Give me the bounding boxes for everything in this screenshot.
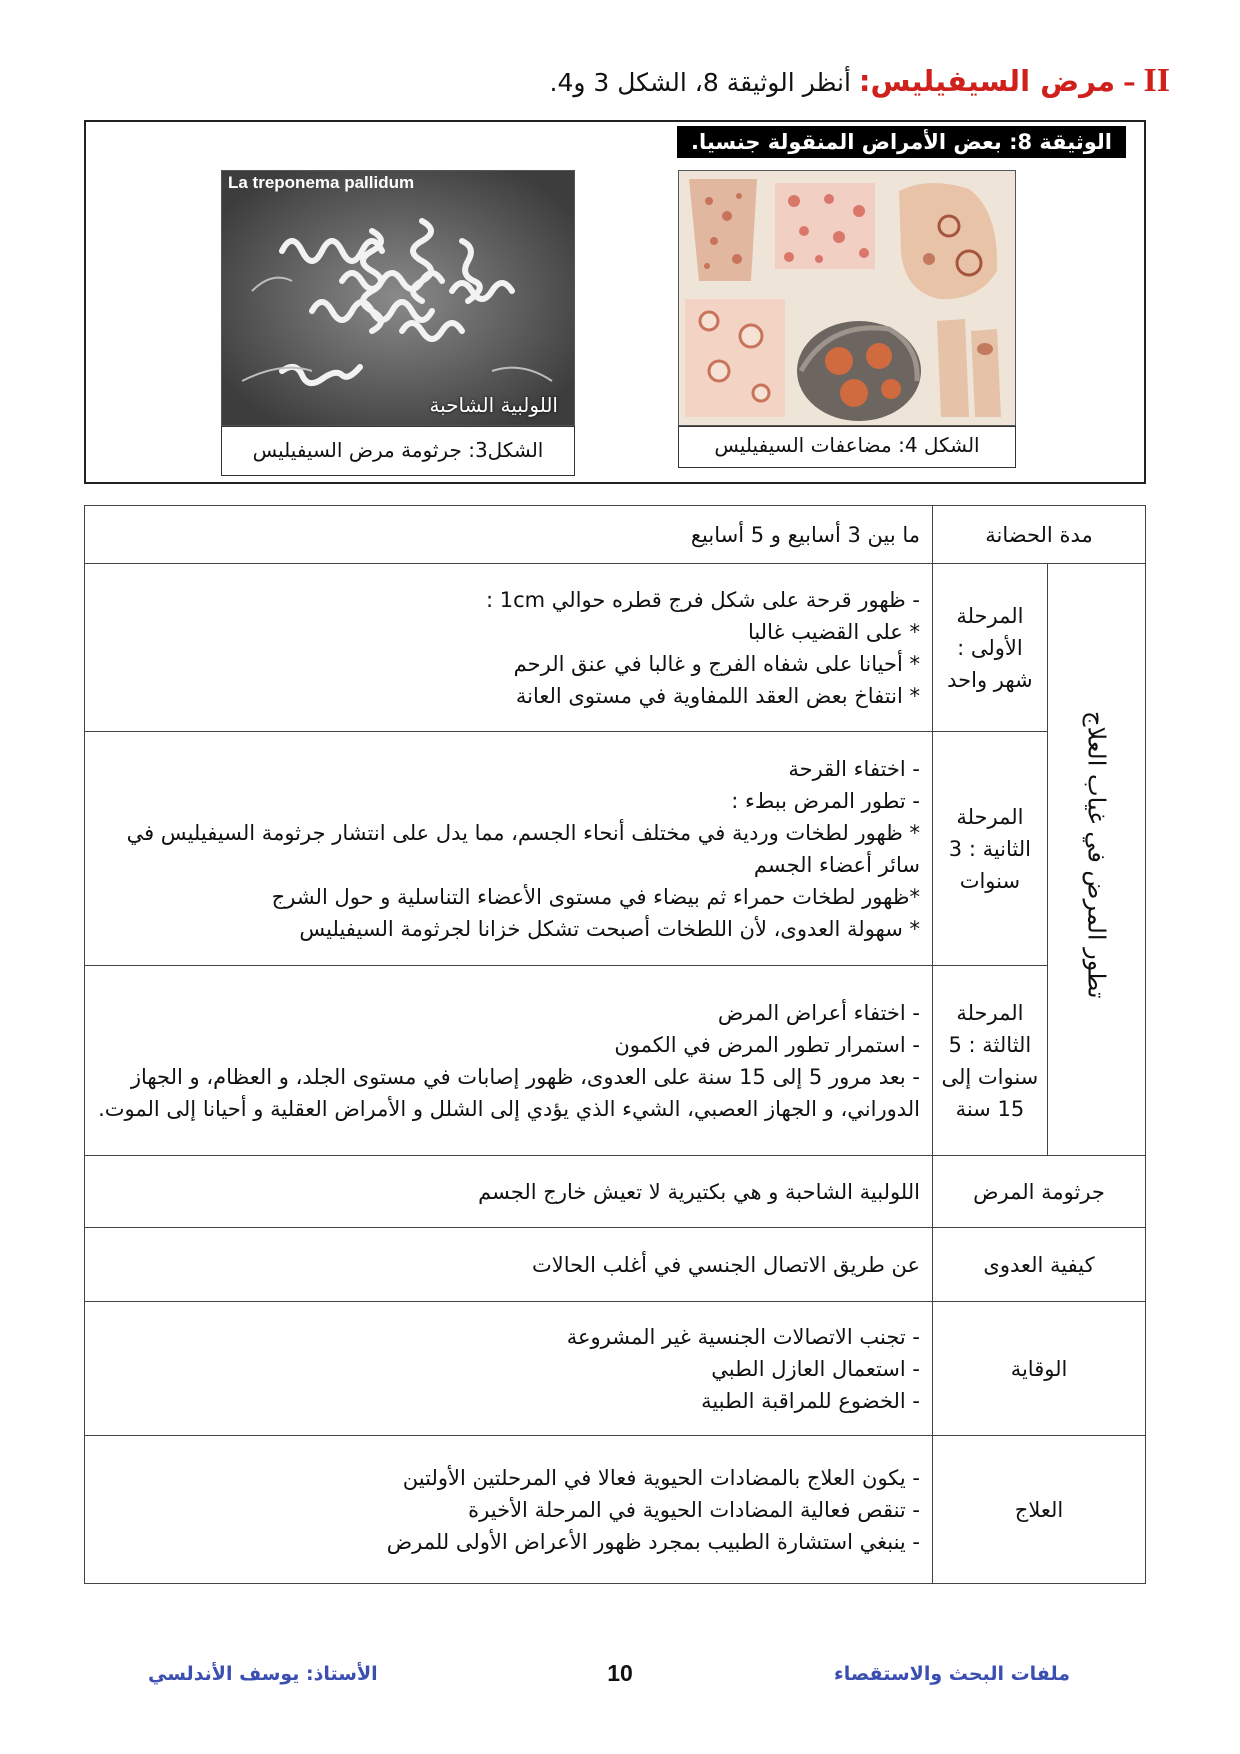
prevention-label: الوقاية xyxy=(933,1302,1146,1436)
page-number: 10 xyxy=(607,1660,633,1686)
treatment-line: - يكون العلاج بالمضادات الحيوية فعالا في المرحلتين الأولتين xyxy=(402,1465,920,1490)
stage-2-label xyxy=(933,732,1048,966)
stage-1-label xyxy=(933,564,1048,732)
stage-1-label-line: المرحلة xyxy=(956,603,1024,628)
stage-2-label-line: المرحلة xyxy=(956,804,1024,829)
prevention-line: - الخضوع للمراقبة الطبية xyxy=(701,1388,920,1413)
stage-3-line: - استمرار تطور المرض في الكمون xyxy=(614,1032,920,1057)
stage-2-label-line: الثانية : 3 xyxy=(948,836,1031,861)
document-label: الوثيقة 8: بعض الأمراض المنقولة جنسيا. xyxy=(677,126,1126,158)
footer-teacher: الأستاذ: يوسف الأندلسي xyxy=(148,1663,378,1685)
treponema-micrograph xyxy=(222,171,574,425)
row-stage-1 xyxy=(85,564,1146,732)
transmission-label: كيفية العدوى xyxy=(933,1228,1146,1302)
prevention-line: - تجنب الاتصالات الجنسية غير المشروعة xyxy=(566,1324,920,1349)
figure-3 xyxy=(221,170,575,476)
stage-1-label-line: شهر واحد xyxy=(947,667,1033,692)
evolution-label-cell xyxy=(1047,564,1145,1156)
stage-1-line: * انتفاخ بعض العقد اللمفاوية في مستوى العانة xyxy=(515,683,920,708)
section-number: II xyxy=(1143,62,1170,99)
stage-3-label-line: سنوات إلى xyxy=(941,1064,1039,1089)
figure-4-caption: الشكل 4: مضاعفات السيفيليس xyxy=(678,426,1016,468)
incubation-value xyxy=(85,506,933,564)
stage-3-line: - اختفاء أعراض المرض xyxy=(717,1000,920,1025)
section-heading xyxy=(549,62,1170,100)
incubation-label: مدة الحضانة xyxy=(933,506,1146,564)
stage-3-label-line: 15 سنة xyxy=(955,1096,1025,1121)
stage-2-line: - اختفاء القرحة xyxy=(788,756,920,781)
figure-3-image-title: La treponema pallidum xyxy=(228,173,415,192)
row-incubation xyxy=(85,506,1146,564)
stage-3-label-line: المرحلة xyxy=(956,1000,1024,1025)
stage-2-label-line: سنوات xyxy=(959,868,1021,893)
stage-2-line: * سهولة العدوى، لأن اللطخات أصبحت تشكل خزانا لجرثومة السيفيليس xyxy=(299,916,920,941)
footer-series: ملفات البحث والاستقصاء xyxy=(833,1663,1070,1685)
stage-2-line: *ظهور لطخات حمراء ثم بيضاء في مستوى الأعضاء التناسلية و حول الشرج xyxy=(271,884,920,909)
figure-4-image xyxy=(678,170,1016,426)
figure-3-image xyxy=(221,170,575,426)
stage-1-line: * على القضيب غالبا xyxy=(747,619,920,644)
germ-label: جرثومة المرض xyxy=(933,1156,1146,1228)
stage-3-label xyxy=(933,966,1048,1156)
figure-4 xyxy=(678,170,1016,468)
stage-2-content xyxy=(85,732,933,966)
germ-text: اللولبية الشاحبة و هي بكتيرية لا تعيش خارج الجسم xyxy=(478,1179,920,1204)
stage-3-line: - بعد مرور 5 إلى 15 سنة على العدوى، ظهور إصابات في مستوى الجلد، و العظام، و الجهاز الدوراني، و الجهاز العصبي، الشيء الذي يؤدي إلى الشلل و الأمراض العقلية و أحيانا إلى الموت. xyxy=(98,1064,920,1121)
transmission-value xyxy=(85,1228,933,1302)
section-reference: أنظر الوثيقة 8، الشكل 3 و4. xyxy=(549,68,851,97)
row-germ xyxy=(85,1156,1146,1228)
syphilis-table xyxy=(84,505,1146,1584)
prevention-content xyxy=(85,1302,933,1436)
stage-1-line: - ظهور قرحة على شكل فرج قطره حوالي 1cm : xyxy=(485,587,920,612)
row-stage-3 xyxy=(85,966,1146,1156)
treatment-line: - تنقص فعالية المضادات الحيوية في المرحلة الأخيرة xyxy=(468,1497,920,1522)
transmission-text: عن طريق الاتصال الجنسي في أغلب الحالات xyxy=(532,1252,920,1277)
heading-dash: – xyxy=(1123,68,1136,97)
figure-3-image-label: اللولبية الشاحبة xyxy=(429,393,558,417)
row-stage-2 xyxy=(85,732,1146,966)
treatment-content xyxy=(85,1436,933,1584)
section-title: مرض السيفيليس: xyxy=(858,64,1116,98)
row-prevention xyxy=(85,1302,1146,1436)
stage-2-line: * ظهور لطخات وردية في مختلف أنحاء الجسم، مما يدل على انتشار جرثومة السيفيليس في سائر أعضاء الجسم xyxy=(126,820,920,877)
stage-2-line: - تطور المرض ببطء : xyxy=(731,788,920,813)
stage-3-content xyxy=(85,966,933,1156)
treatment-label: العلاج xyxy=(933,1436,1146,1584)
stage-3-label-line: الثالثة : 5 xyxy=(948,1032,1032,1057)
figure-3-caption: الشكل3: جرثومة مرض السيفيليس xyxy=(221,426,575,476)
germ-value xyxy=(85,1156,933,1228)
stage-1-line: * أحيانا على شفاه الفرج و غالبا في عنق الرحم xyxy=(513,651,920,676)
evolution-label: تطور المرض في غياب العلاج xyxy=(1082,711,1111,999)
document-8-box xyxy=(84,120,1146,484)
stage-1-label-line: الأولى : xyxy=(957,635,1023,660)
stage-1-content xyxy=(85,564,933,732)
row-transmission xyxy=(85,1228,1146,1302)
row-treatment xyxy=(85,1436,1146,1584)
syphilis-complications-illustration xyxy=(679,171,1015,425)
prevention-line: - استعمال العازل الطبي xyxy=(711,1356,920,1381)
incubation-text: ما بين 3 أسابيع و 5 أسابيع xyxy=(690,522,920,547)
treatment-line: - ينبغي استشارة الطبيب بمجرد ظهور الأعراض الأولى للمرض xyxy=(386,1529,920,1554)
